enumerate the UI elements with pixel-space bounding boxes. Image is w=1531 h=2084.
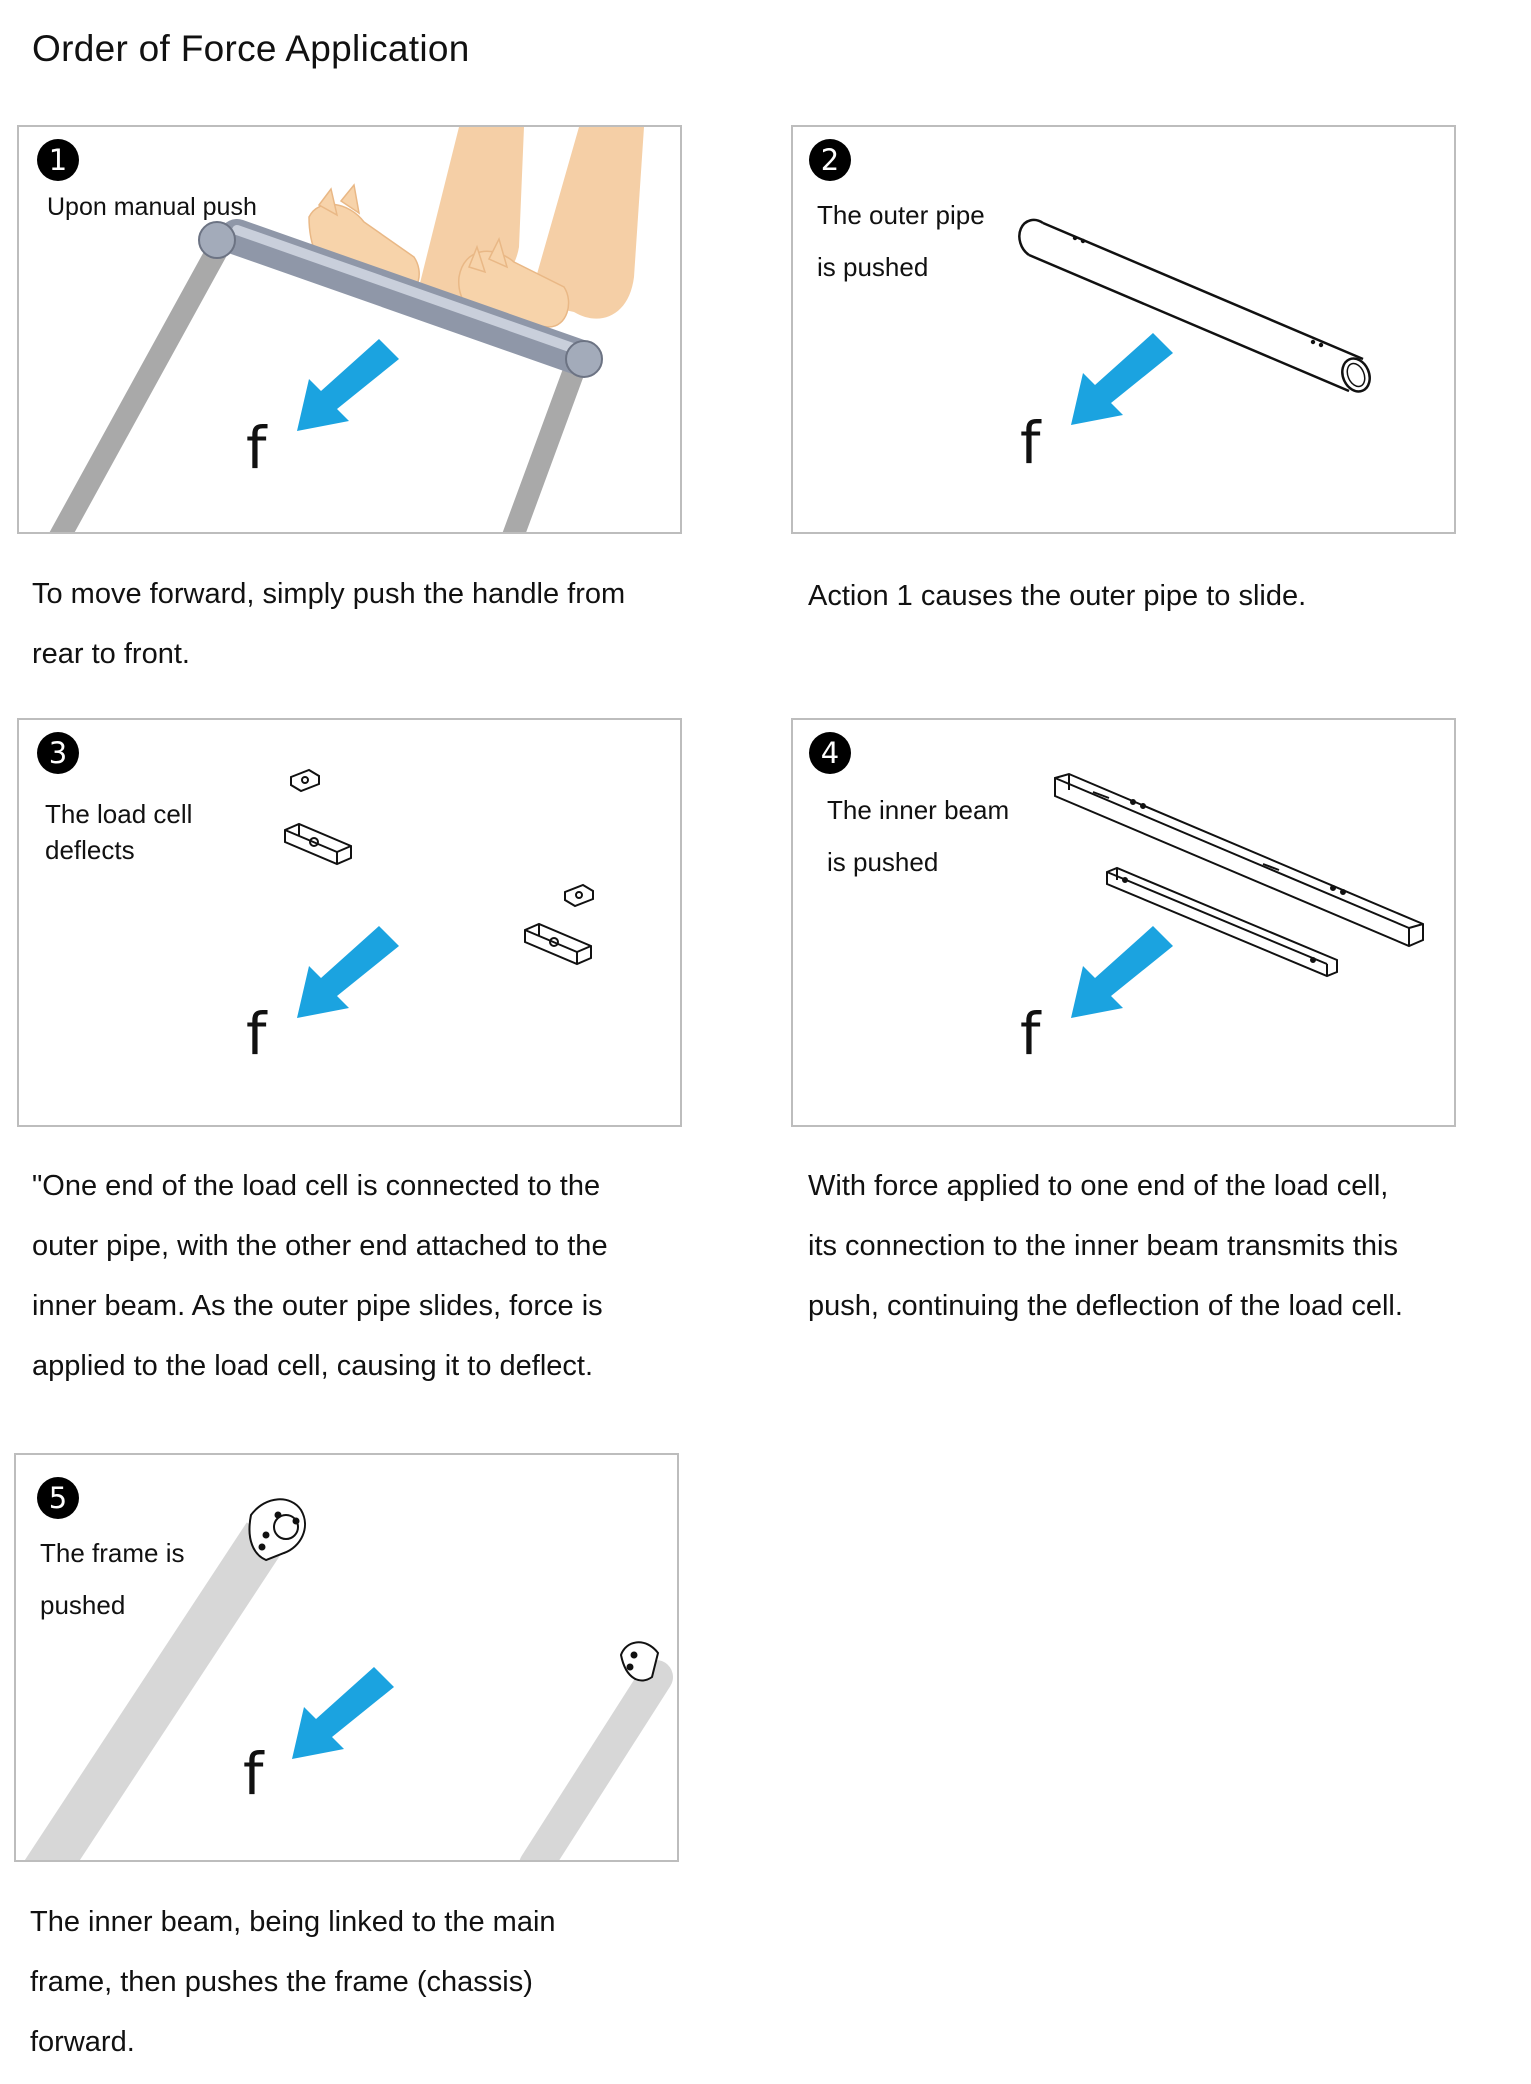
- left-frame-pole: [54, 247, 219, 534]
- inner-beam-illustration: [793, 720, 1456, 1127]
- load-cell-right: [525, 885, 593, 964]
- step-label-line: Upon manual push: [47, 193, 257, 221]
- right-handle-joint: [566, 341, 602, 377]
- step-number-badge: 5: [37, 1477, 79, 1519]
- caption-line: its connection to the inner beam transmits this: [808, 1230, 1398, 1262]
- caption-line: forward.: [30, 2026, 135, 2058]
- step-number-badge: 2: [809, 139, 851, 181]
- force-label: f: [243, 1740, 264, 1808]
- force-label: f: [1020, 409, 1041, 477]
- load-cell-left: [285, 770, 351, 864]
- step-5-panel: [14, 1453, 679, 1862]
- step-label-line: pushed: [40, 1590, 126, 1620]
- caption-line: rear to front.: [32, 638, 190, 670]
- caption-line: push, continuing the deflection of the load cell.: [808, 1290, 1403, 1322]
- step-label-line: The frame is: [40, 1538, 185, 1568]
- arrow-down-left-icon: [292, 1667, 394, 1759]
- force-label: f: [246, 1000, 267, 1068]
- arrow-down-left-icon: [1071, 333, 1173, 425]
- arrow-down-left-icon: [297, 926, 399, 1018]
- step-1-panel: [17, 125, 682, 534]
- step-label-line: The load cell: [45, 799, 193, 829]
- step-5-caption: [30, 1892, 710, 2072]
- caption-line: applied to the load cell, causing it to deflect.: [32, 1350, 594, 1382]
- arrow-down-left-icon: [1071, 926, 1173, 1018]
- load-cell-illustration: [19, 720, 682, 1127]
- left-frame-joint: [249, 1499, 304, 1560]
- caption-line: Action 1 causes the outer pipe to slide.: [808, 580, 1307, 612]
- step-2-panel: [791, 125, 1456, 534]
- caption-line: frame, then pushes the frame (chassis): [30, 1966, 533, 1998]
- force-label: f: [1020, 1000, 1041, 1068]
- frame-illustration: [16, 1455, 679, 1862]
- step-4-panel: [791, 718, 1456, 1127]
- step-label-line: The inner beam: [827, 795, 1010, 825]
- right-frame-joint: [621, 1642, 658, 1680]
- step-label-line: is pushed: [827, 847, 939, 877]
- step-number-badge: 4: [809, 732, 851, 774]
- right-frame-tube: [536, 1677, 656, 1862]
- step-3-panel: [17, 718, 682, 1127]
- step-1-caption: [32, 564, 712, 684]
- caption-line: To move forward, simply push the handle from: [32, 578, 626, 610]
- step-label-line: deflects: [45, 835, 135, 865]
- caption-line: "One end of the load cell is connected to the: [32, 1170, 601, 1202]
- outer-pipe: [1019, 220, 1374, 396]
- caption-line: With force applied to one end of the load cell,: [808, 1170, 1389, 1202]
- step-number-badge: 3: [37, 732, 79, 774]
- step-4-caption: [808, 1156, 1488, 1336]
- caption-line: inner beam. As the outer pipe slides, force is: [32, 1290, 603, 1322]
- force-label: f: [246, 414, 267, 482]
- step-2-caption: [808, 566, 1488, 626]
- step-label-line: is pushed: [817, 252, 929, 282]
- right-frame-pole: [509, 357, 579, 534]
- page-title: Order of Force Application: [32, 28, 470, 69]
- arrow-down-left-icon: [297, 339, 399, 431]
- step-label-line: The outer pipe: [817, 200, 985, 230]
- step-number-badge: 1: [37, 139, 79, 181]
- step-3-caption: [32, 1156, 712, 1396]
- caption-line: The inner beam, being linked to the main: [30, 1906, 556, 1938]
- caption-line: outer pipe, with the other end attached to the: [32, 1230, 608, 1262]
